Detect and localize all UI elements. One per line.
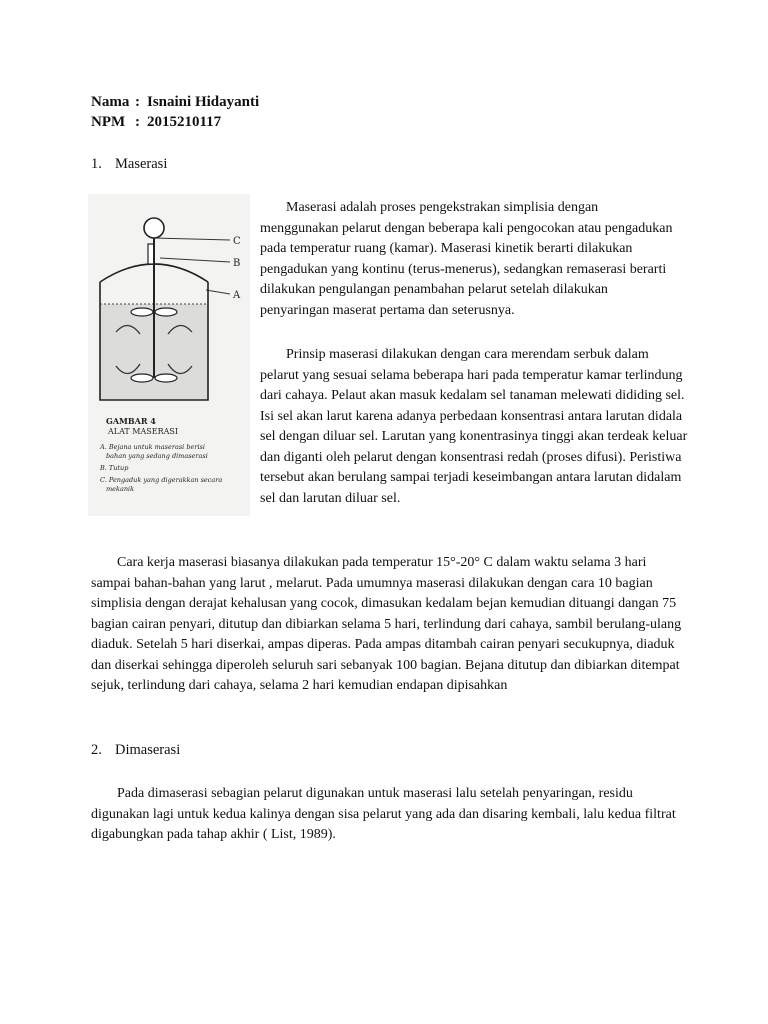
lower-blade-right — [155, 374, 177, 382]
npm-label: NPM — [91, 114, 126, 130]
maceration-figure — [88, 194, 250, 516]
figure-caption-subtitle: ALAT MASERASI — [108, 427, 179, 436]
figure-caption-title: GAMBAR 4 — [106, 416, 156, 426]
section-number: 2. — [91, 742, 102, 758]
npm-row — [91, 112, 259, 132]
label-a: A — [233, 290, 241, 301]
maceration-apparatus-illustration — [88, 194, 250, 516]
label-leader-a — [206, 290, 230, 294]
paragraph-principle: Prinsip maserasi dilakukan dengan cara merendam serbuk dalam pelarut yang sesuai selama beberapa hari pada temperatur kamar terlindung dari cahaya. Pelaut akan masuk kedalam sel tanaman melewati dididing sel. Isi sel akan larut karena adanya perbedaan konsentrasi antara larutan didala sel dengan diluar sel. Larutan yang konentrasinya tinggi akan terdeak keluar dan diganti oleh pelarut dengan konsentrasi redah (proses difusi). Peristiwa tersebut akan berulang sampai terjadi keseimbangan antara larutan didalam sel dan larutan diluar sel. — [260, 347, 688, 506]
section-title: Dimaserasi — [115, 742, 181, 758]
upper-blade-left — [131, 308, 153, 316]
label-leader-c — [154, 238, 230, 240]
paragraph-procedure: Cara kerja maserasi biasanya dilakukan pada temperatur 15°-20° C dalam waktu selama 3 hari sampai bahan-bahan yang larut , melarut. Pada umumnya maserasi dilakukan dengan cara 10 bagian simplisia dengan derajat kehalusan yang cocok, dimasukan kedalam bejan kemudian dituangi dangan 75 bagian cairan penyari, ditutup dan dibiarkan selama 5 hari, terlindung dari cahaya, sambil berulang-ulang diaduk. Setelah 5 hari diserkai, ampas diperas. Pada ampas ditambah cairan penyari secukupnya, diaduk dan diserkai sehingga diperoleh seluruh sari sebanyak 100 bagian. Bejana ditutup dan dibiarkan ditempat sejuk, terlindung dari cahaya, selama 2 hari kemudian endapan dipisahkan — [91, 555, 682, 693]
student-header — [91, 92, 259, 132]
name-value: Isnaini Hidayanti — [147, 94, 260, 110]
npm-separator: : — [135, 114, 140, 130]
figure-legend-line: C. Pengaduk yang digerakkan secara — [100, 476, 223, 484]
label-leader-b — [160, 258, 230, 262]
name-label: Nama — [91, 94, 130, 110]
figure-legend-line: mekanik — [106, 485, 135, 493]
motor-knob — [144, 218, 164, 238]
name-row — [91, 92, 259, 112]
section-number: 1. — [91, 156, 102, 172]
upper-blade-right — [155, 308, 177, 316]
label-b: B — [233, 258, 241, 269]
figure-legend-line: A. Bejana untuk maserasi berisi — [100, 443, 205, 451]
section-title: Maserasi — [115, 156, 168, 172]
paragraph-dimaserasi: Pada dimaserasi sebagian pelarut digunakan untuk maserasi lalu setelah penyaringan, residu digunakan lagi untuk kedua kalinya dengan sisa pelarut yang ada dan disaring kembali, lalu kedua filtrat digabungkan pada tahap akhir ( List, 1989). — [91, 786, 676, 842]
figure-legend-line: bahan yang sedang dimaserasi — [106, 452, 208, 460]
lower-blade-left — [131, 374, 153, 382]
figure-legend-line: B. Tutup — [100, 464, 129, 472]
section-heading-dimaserasi — [91, 741, 180, 759]
npm-value: 2015210117 — [147, 114, 222, 130]
paragraph-definition: Maserasi adalah proses pengekstrakan simplisia dengan menggunakan pelarut dengan beberapa kali pengocokan atau pengadukan pada temperatur ruang (kamar). Maserasi kinetik berarti dilakukan pengadukan yang kontinu (terus-menerus), sedangkan remaserasi berarti dilakukan pengulangan penambahan pelarut setelah dilakukan penyaringan maserat pertama dan seterusnya. — [260, 200, 673, 318]
name-separator: : — [135, 94, 140, 110]
label-c: C — [233, 236, 241, 247]
section-heading-maserasi — [91, 155, 167, 173]
